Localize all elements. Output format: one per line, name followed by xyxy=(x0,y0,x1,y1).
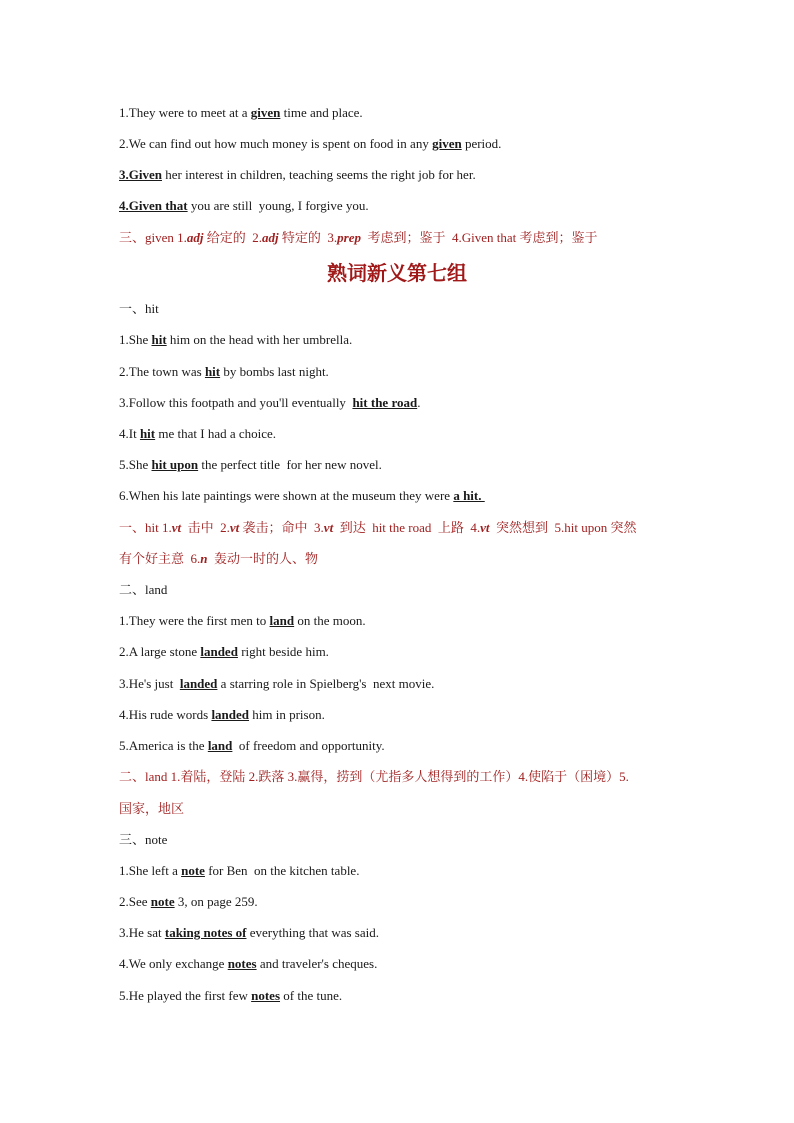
example-sentence xyxy=(119,986,679,1006)
text-run: everything that was said. xyxy=(246,925,379,940)
example-sentence xyxy=(119,892,679,912)
answer-line xyxy=(119,767,679,787)
example-sentence xyxy=(119,674,679,694)
example-sentence xyxy=(119,393,679,413)
example-sentence xyxy=(119,861,679,881)
example-sentence xyxy=(119,830,679,850)
example-sentence xyxy=(119,455,679,475)
example-sentence xyxy=(119,362,679,382)
keyword: land xyxy=(269,613,295,628)
part-of-speech: adj xyxy=(186,230,204,245)
text-run: 5.He played the first few xyxy=(119,988,252,1003)
text-run: 1.They were the first men to xyxy=(119,613,270,628)
text-run: 3.He's just xyxy=(119,676,180,691)
example-sentence xyxy=(119,580,679,600)
text-run: 1.She left a xyxy=(119,863,182,878)
text-run: 考虑到；鉴于 4.Given that 考虑到；鉴于 xyxy=(361,230,598,245)
text-run: her interest in children, teaching seems the right job for her. xyxy=(161,167,476,182)
answer-line xyxy=(119,799,679,819)
example-sentence xyxy=(119,330,679,350)
text-run: 有个好主意 6. xyxy=(119,551,201,566)
text-run: period. xyxy=(461,136,502,151)
text-run: the perfect title for her new novel. xyxy=(198,457,382,472)
keyword: note xyxy=(181,863,205,878)
text-run: him in prison. xyxy=(249,707,325,722)
text-run: by bombs last night. xyxy=(220,364,329,379)
part-of-speech: prep xyxy=(337,230,362,245)
keyword: notes xyxy=(227,956,257,971)
text-run: 一、hit 1. xyxy=(119,520,172,535)
text-run: a starring role in Spielberg's next movie. xyxy=(217,676,435,691)
text-run: 4.It xyxy=(119,426,140,441)
example-sentence xyxy=(119,611,679,631)
text-run: 2.The town was xyxy=(119,364,205,379)
keyword: a hit. xyxy=(453,488,485,503)
text-run: 2.See xyxy=(119,894,151,909)
text-run: 三、note xyxy=(119,832,168,847)
text-run: 4.We only exchange xyxy=(119,956,228,971)
keyword: given xyxy=(432,136,462,151)
text-run: 2.A large stone xyxy=(119,644,201,659)
keyword: landed xyxy=(211,707,250,722)
keyword: landed xyxy=(200,644,238,659)
text-run: on the moon. xyxy=(294,613,366,628)
text-run: 击中 2. xyxy=(181,520,230,535)
keyword: hit the road xyxy=(352,395,418,410)
example-sentence xyxy=(119,486,679,506)
text-run: time and place. xyxy=(280,105,363,120)
text-run: 5.America is the xyxy=(119,738,208,753)
text-run: and traveler's cheques. xyxy=(256,956,378,971)
text-run: 到达 hit the road 上路 4. xyxy=(333,520,481,535)
text-run: 二、land xyxy=(119,582,168,597)
part-of-speech: vt xyxy=(171,520,182,535)
text-run: 6.When his late paintings were shown at the museum they were xyxy=(119,488,454,503)
keyword: hit xyxy=(139,426,156,441)
text-run: . xyxy=(417,395,421,410)
keyword: 3.Given xyxy=(119,167,162,182)
example-sentence xyxy=(119,705,679,725)
text-run: 3.He sat xyxy=(119,925,165,940)
example-sentence xyxy=(119,923,679,943)
keyword: hit xyxy=(151,332,167,347)
keyword: taking notes of xyxy=(164,925,247,940)
text-run: him on the head with her umbrella. xyxy=(166,332,353,347)
example-sentence xyxy=(119,736,679,756)
text-run: 国家，地区 xyxy=(119,801,185,816)
keyword: hit xyxy=(204,364,221,379)
text-run: 突然想到 5.hit upon 突然 xyxy=(489,520,637,535)
example-sentence xyxy=(119,103,679,123)
text-run: 1.They were to meet at a xyxy=(119,105,251,120)
text-run: of freedom and opportunity. xyxy=(232,738,385,753)
keyword: land xyxy=(207,738,233,753)
example-sentence xyxy=(119,642,679,662)
example-sentence xyxy=(119,165,679,185)
text-run: 5.She xyxy=(119,457,152,472)
text-run: 3, on page 259. xyxy=(174,894,258,909)
text-run: 给定的 2. xyxy=(203,230,263,245)
example-sentence xyxy=(119,299,679,319)
keyword: notes xyxy=(251,988,281,1003)
part-of-speech: adj xyxy=(262,230,279,245)
text-run: 轰动一时的人、物 xyxy=(207,551,319,566)
keyword: 4.Given that xyxy=(119,198,188,213)
answer-line xyxy=(119,549,679,569)
text-run: 一、hit xyxy=(119,301,159,316)
text-run: 三、given 1. xyxy=(119,230,187,245)
keyword: hit upon xyxy=(151,457,199,472)
keyword: landed xyxy=(179,676,218,691)
part-of-speech: n xyxy=(200,551,208,566)
example-sentence xyxy=(119,196,679,216)
text-run: 二、land 1.着陆，登陆 2.跌落 3.赢得，捞到（尤指多人想得到的工作）4.使陷于（困境）5. xyxy=(119,769,629,784)
part-of-speech: vt xyxy=(323,520,334,535)
text-run: 袭击；命中 3. xyxy=(239,520,324,535)
text-run: 4.His rude words xyxy=(119,707,212,722)
text-run: right beside him. xyxy=(237,644,329,659)
text-run: you are still young, I forgive you. xyxy=(187,198,369,213)
keyword: given xyxy=(250,105,281,120)
text-run: 1.She xyxy=(119,332,152,347)
text-run: 特定的 3. xyxy=(278,230,338,245)
text-run: for Ben on the kitchen table. xyxy=(204,863,360,878)
example-sentence xyxy=(119,424,679,444)
part-of-speech: vt xyxy=(229,520,240,535)
answer-line xyxy=(119,518,679,538)
section-title: 熟词新义第七组 xyxy=(327,263,467,285)
part-of-speech: vt xyxy=(480,520,490,535)
example-sentence xyxy=(119,954,679,974)
text-run: me that I had a choice. xyxy=(155,426,277,441)
keyword: note xyxy=(150,894,175,909)
answer-line xyxy=(119,228,679,248)
text-run: of the tune. xyxy=(280,988,343,1003)
text-run: 3.Follow this footpath and you'll eventually xyxy=(119,395,353,410)
example-sentence xyxy=(119,134,679,154)
text-run: 2.We can find out how much money is spent on food in any xyxy=(119,136,433,151)
